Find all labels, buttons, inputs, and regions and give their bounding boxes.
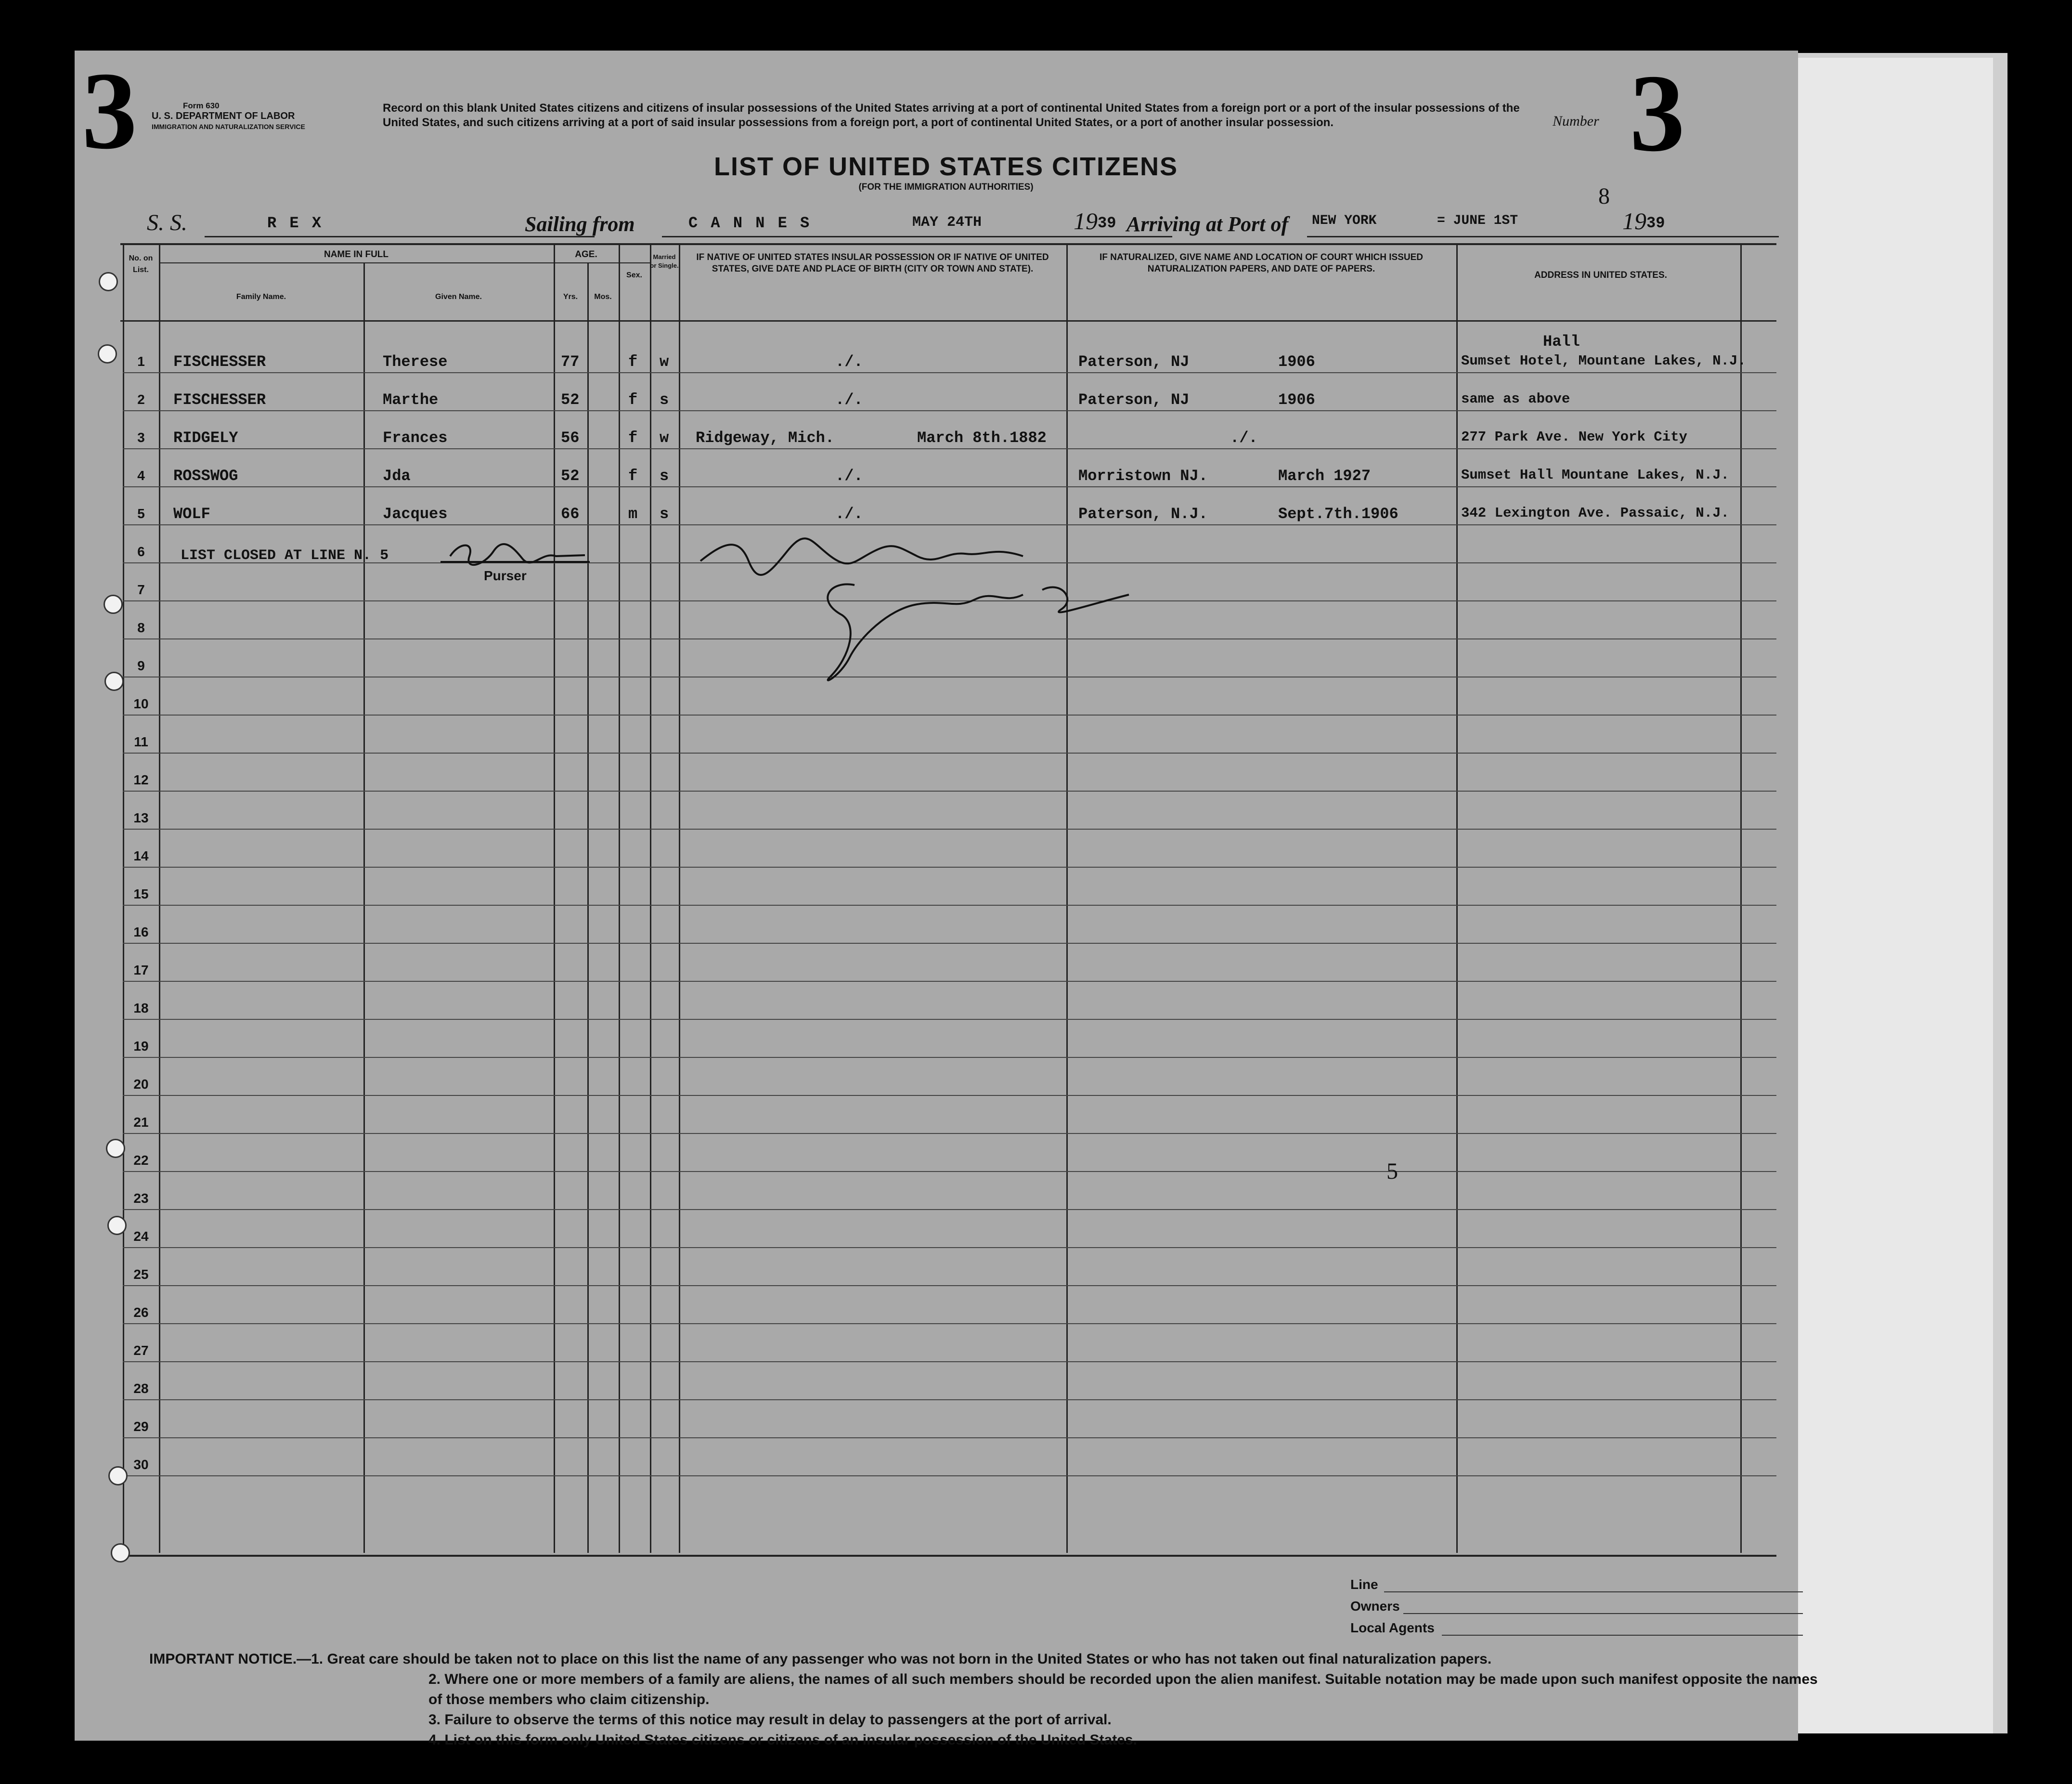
year-prefix-from: 19	[1074, 208, 1098, 234]
punch-hole	[104, 595, 123, 614]
address: 342 Lexington Ave. Passaic, N.J.	[1461, 505, 1729, 521]
row-rule	[123, 1323, 1776, 1324]
marital-status: s	[660, 505, 669, 523]
row-rule	[123, 905, 1776, 906]
stray-mark: 5	[1386, 1159, 1398, 1184]
number-label: Number	[1553, 113, 1599, 129]
court-location: Paterson, NJ	[1078, 353, 1190, 371]
family-name: FISCHESSER	[173, 353, 266, 371]
row-number: 9	[137, 658, 145, 673]
age-years: 66	[561, 505, 580, 523]
col-header-native: IF NATIVE OF UNITED STATES INSULAR POSSESSION OR IF NATIVE OF UNITED STATES, GIVE DATE AND PLACE OF BIRTH (CITY OR TOWN AND STATE).	[696, 252, 1049, 274]
marital-status: s	[660, 467, 669, 485]
row-number: 1	[137, 354, 145, 369]
punch-hole	[104, 672, 124, 691]
family-name: WOLF	[173, 505, 210, 523]
age-years: 77	[561, 353, 580, 371]
row-number: 22	[133, 1153, 149, 1168]
sex: f	[628, 429, 638, 447]
row-number: 17	[133, 963, 149, 977]
marital-status: s	[660, 391, 669, 409]
department-name: U. S. DEPARTMENT OF LABOR	[152, 111, 295, 121]
row-rule	[123, 410, 1776, 411]
row-rule	[123, 1209, 1776, 1210]
row-number: 4	[137, 468, 145, 483]
given-name: Jda	[383, 467, 411, 485]
row-rule	[123, 1133, 1776, 1134]
court-date: 1906	[1278, 353, 1315, 371]
address: Sumset Hall Mountane Lakes, N.J.	[1461, 467, 1729, 483]
row-number: 27	[133, 1343, 149, 1358]
date-from: MAY 24TH	[912, 214, 982, 231]
row-number: 30	[133, 1457, 149, 1472]
row-rule	[123, 448, 1776, 449]
row-rule	[123, 715, 1776, 716]
service-name: IMMIGRATION AND NATURALIZATION SERVICE	[152, 123, 305, 130]
row-rule	[123, 1247, 1776, 1248]
sex: f	[628, 467, 638, 485]
year-to: 39	[1646, 214, 1665, 232]
row-number: 12	[133, 772, 149, 787]
col-header-naturalized: IF NATURALIZED, GIVE NAME AND LOCATION OF COURT WHICH ISSUED NATURALIZATION PAPERS, AND DATE OF PAPERS.	[1099, 252, 1423, 274]
row-number: 5	[137, 506, 145, 521]
court-location: ./.	[1230, 429, 1258, 447]
address: 277 Park Ave. New York City	[1461, 429, 1687, 445]
court-date: Sept.7th.1906	[1278, 505, 1399, 523]
birth-date: ./.	[835, 505, 863, 523]
important-notice	[149, 1649, 1834, 1750]
sailing-from-label: Sailing from	[525, 212, 635, 236]
row-number: 28	[133, 1381, 149, 1396]
instructions-text: Record on this blank United States citizens and citizens of insular possessions of the United States arriving at a port of continental United States from a foreign port or a port of the insular possessions of the United States, and such citizens arriving at a port of said insular possessions from a foreign port, a port of continental United States, or a port of another insular possession.	[383, 102, 1520, 129]
address: Sumset Hotel, Mountane Lakes, N.J.	[1461, 353, 1746, 369]
birth-date: ./.	[835, 353, 863, 371]
row-number: 23	[133, 1191, 149, 1206]
address: same as above	[1461, 391, 1570, 407]
court-location: Paterson, NJ	[1078, 391, 1190, 409]
form-number: Form 630	[183, 101, 220, 110]
punch-hole	[99, 272, 118, 291]
marital-status: w	[660, 429, 669, 447]
row-rule	[123, 829, 1776, 830]
age-years: 52	[561, 467, 580, 485]
marital-status: w	[660, 353, 669, 371]
ship-name: R E X	[267, 214, 324, 232]
col-header-yrs: Yrs.	[563, 293, 578, 301]
row-number: 11	[134, 734, 148, 749]
col-header-address: ADDRESS IN UNITED STATES.	[1534, 270, 1667, 280]
page-subtitle: (FOR THE IMMIGRATION AUTHORITIES)	[858, 182, 1034, 192]
port-to: NEW YORK	[1312, 213, 1377, 228]
row-number: 19	[133, 1039, 149, 1054]
row-number: 3	[137, 430, 145, 445]
row-rule	[123, 1095, 1776, 1096]
row-rule	[123, 791, 1776, 792]
birth-place: Ridgeway, Mich.	[696, 429, 835, 447]
col-header-name: NAME IN FULL	[324, 249, 389, 260]
birth-date: March 8th.1882	[917, 429, 1047, 447]
row-number: 15	[133, 886, 149, 901]
birth-date: ./.	[835, 391, 863, 409]
number-value: 3	[1630, 52, 1685, 174]
row-rule	[123, 1475, 1776, 1476]
col-header-family: Family Name.	[236, 293, 286, 301]
col-header-no: No. on List.	[129, 254, 153, 274]
row-rule	[123, 486, 1776, 487]
row-number: 29	[133, 1419, 149, 1434]
family-name: FISCHESSER	[173, 391, 266, 409]
row-rule	[123, 1057, 1776, 1058]
age-years: 52	[561, 391, 580, 409]
col-header-sex: Sex.	[626, 271, 642, 279]
notice-line-2: 2. Where one or more members of a family are aliens, the names of all such members should be recorded upon the alien manifest. Suitable notation may be made upon such manifest opposite the names of those members who claim citizenship.	[428, 1671, 1818, 1707]
year-from: 39	[1098, 214, 1116, 232]
owners-label: Owners	[1350, 1599, 1400, 1614]
year-prefix-to: 19	[1622, 208, 1646, 234]
row-rule	[123, 1285, 1776, 1286]
notice-line-1: IMPORTANT NOTICE.—1. Great care should be taken not to place on this list the name of any passenger who was not born in the United States or who has not taken out final naturalization papers.	[149, 1651, 1492, 1667]
sex: f	[628, 353, 638, 371]
sex: f	[628, 391, 638, 409]
punch-hole	[98, 344, 117, 364]
row-number: 20	[133, 1077, 149, 1092]
notice-line-4: 4. List on this form only United States citizens or citizens of an insular possession of the United States.	[428, 1732, 1137, 1748]
col-header-married: Married or Single.	[650, 253, 679, 269]
row-rule	[123, 524, 1776, 525]
manifest-page	[75, 49, 1818, 1748]
punch-hole	[106, 1139, 125, 1158]
punch-hole	[107, 1216, 127, 1235]
row-rule	[123, 753, 1776, 754]
row-rule	[123, 867, 1776, 868]
given-name: Marthe	[383, 391, 439, 409]
row-rule	[123, 1361, 1776, 1362]
row-number: 8	[137, 620, 145, 635]
row-rule	[123, 1437, 1776, 1438]
row-number: 7	[137, 582, 145, 597]
inspector-signature	[696, 532, 1153, 696]
row-rule	[123, 943, 1776, 944]
row-rule	[123, 372, 1776, 373]
row-number: 6	[137, 544, 145, 559]
col-header-mos: Mos.	[594, 293, 612, 301]
row-number: 21	[133, 1115, 149, 1130]
row-rule	[123, 1399, 1776, 1400]
row-rule	[123, 1019, 1776, 1020]
notice-line-3: 3. Failure to observe the terms of this notice may result in delay to passengers at the port of arrival.	[428, 1712, 1112, 1728]
back-sheet-inner	[1791, 58, 1993, 1733]
row-rule	[123, 1171, 1776, 1172]
punch-hole	[108, 1466, 128, 1485]
purser-signature	[440, 537, 595, 571]
family-name: ROSSWOG	[173, 467, 238, 485]
col-header-given: Given Name.	[435, 293, 482, 301]
corner-number: 3	[82, 49, 137, 172]
notice-title: IMPORTANT NOTICE.	[149, 1651, 297, 1667]
date-correction: 8	[1598, 183, 1610, 209]
age-years: 56	[561, 429, 580, 447]
court-date: March 1927	[1278, 467, 1371, 485]
row-number: 13	[133, 810, 149, 825]
port-from: C A N N E S	[688, 214, 812, 232]
row-rule	[123, 981, 1776, 982]
court-location: Morristown NJ.	[1078, 467, 1208, 485]
punch-hole	[111, 1543, 130, 1563]
ss-label: S. S.	[147, 210, 187, 235]
row-number: 26	[133, 1305, 149, 1320]
row-number: 18	[133, 1001, 149, 1016]
court-location: Paterson, N.J.	[1078, 505, 1208, 523]
list-closed-text: LIST CLOSED AT LINE N. 5	[181, 547, 389, 564]
purser-label: Purser	[484, 568, 527, 583]
row-number: 10	[133, 696, 149, 711]
given-name: Jacques	[383, 505, 448, 523]
court-date: 1906	[1278, 391, 1315, 409]
line-label: Line	[1350, 1577, 1378, 1592]
sex: m	[628, 505, 638, 523]
family-name: RIDGELY	[173, 429, 238, 447]
given-name: Therese	[383, 353, 448, 371]
row-number: 14	[133, 848, 149, 863]
arriving-label: Arriving at Port of	[1127, 212, 1289, 236]
date-to: = JUNE 1ST	[1437, 213, 1518, 228]
page-title: LIST OF UNITED STATES CITIZENS	[714, 152, 1178, 181]
local-agents-label: Local Agents	[1350, 1620, 1435, 1635]
row-number: 24	[133, 1229, 149, 1244]
address-correction: Hall	[1543, 333, 1580, 351]
col-header-age: AGE.	[575, 249, 597, 260]
row-number: 16	[133, 925, 149, 939]
given-name: Frances	[383, 429, 448, 447]
row-number: 25	[133, 1267, 149, 1282]
birth-date: ./.	[835, 467, 863, 485]
row-number: 2	[137, 392, 145, 407]
